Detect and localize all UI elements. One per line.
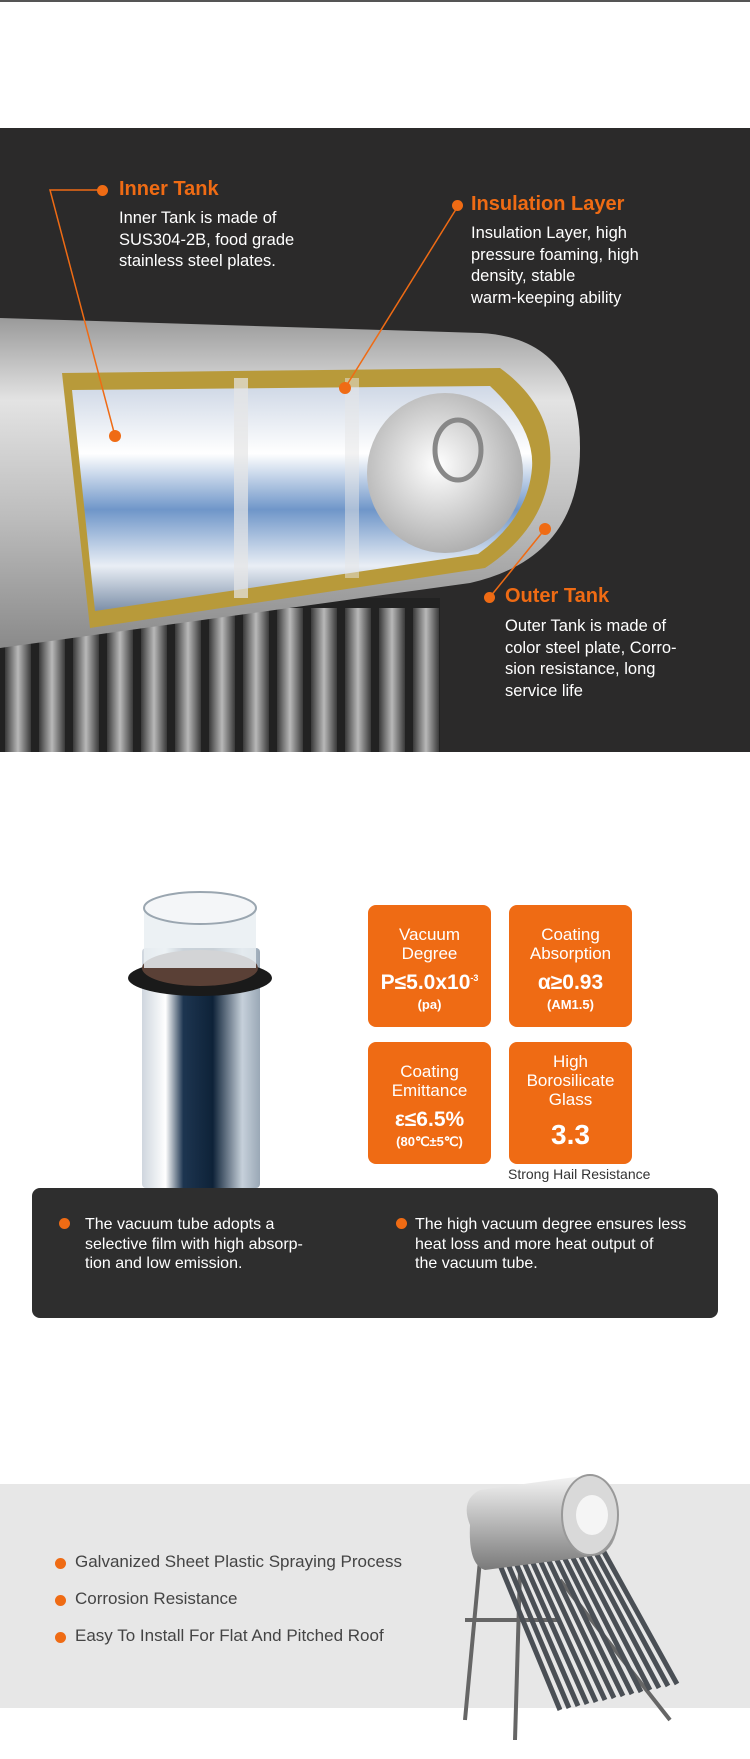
text-line: color steel plate, Corro-: [505, 638, 677, 657]
spec-card-borosilicate-glass: [509, 1042, 632, 1164]
outer-tank-bullet: [484, 592, 495, 603]
tube-notes-box: [32, 1188, 718, 1318]
vacuum-tube-illustration: [120, 888, 290, 1188]
note-right: [415, 1215, 686, 1274]
tank-band: [234, 378, 248, 598]
spec-card-coating-absorption: [509, 905, 632, 1027]
vacuum-tube: [379, 608, 405, 752]
spec-exponent: -3: [470, 973, 479, 983]
spec-unit: (80℃±5℃): [396, 1134, 463, 1149]
outer-tank-marker: [539, 523, 551, 535]
insulation-title: Insulation Layer: [471, 193, 625, 215]
insulation-bullet: [452, 200, 463, 211]
text-line: warm-keeping ability: [471, 288, 622, 307]
feature-item: Easy To Install For Flat And Pitched Roof: [75, 1626, 384, 1645]
vacuum-tube: [345, 608, 371, 752]
spec-value: α≥0.93: [537, 971, 604, 994]
top-rule: [0, 0, 750, 2]
spec-label: High: [553, 1052, 588, 1071]
vacuum-tube: [311, 608, 337, 752]
feature-item: Galvanized Sheet Plastic Spraying Process: [75, 1552, 402, 1571]
text-line: selective film with high absorp-: [85, 1235, 303, 1253]
spec-value: P≤5.0x10: [380, 971, 471, 994]
spec-label: Glass: [548, 1090, 593, 1109]
note-left: [85, 1215, 303, 1274]
note-bullet: [396, 1218, 407, 1229]
text-line: Insulation Layer, high: [471, 224, 627, 242]
text-line: Inner Tank is made of: [119, 209, 277, 227]
text-line: stainless steel plates.: [119, 252, 276, 270]
note-bullet: [59, 1218, 70, 1229]
spec-card-coating-emittance: [368, 1042, 491, 1164]
text-line: service life: [505, 681, 583, 700]
text-line: sion resistance, long: [505, 660, 656, 678]
insulation-marker: [339, 382, 351, 394]
outer-tank-title: Outer Tank: [505, 585, 610, 607]
text-line: Outer Tank is made of: [505, 617, 667, 635]
text-line: tion and low emission.: [85, 1255, 243, 1272]
inner-tank-bullet: [97, 185, 108, 196]
text-line: SUS304-2B, food grade: [119, 230, 295, 249]
inner-tank-marker: [109, 430, 121, 442]
outer-tank-description: [505, 616, 677, 702]
vacuum-tube: [243, 608, 269, 752]
text-line: density, stable: [471, 267, 576, 285]
inner-tank-title: Inner Tank: [119, 178, 219, 200]
spec-label: Borosilicate: [526, 1071, 615, 1090]
vacuum-tube: [209, 608, 235, 752]
feature-bullet: [55, 1558, 66, 1569]
vacuum-tube: [277, 608, 303, 752]
spec-unit: (AM1.5): [547, 997, 594, 1012]
text-line: pressure foaming, high: [471, 245, 639, 264]
text-line: The vacuum tube adopts a: [85, 1216, 275, 1233]
tank-cutaway-section: [0, 128, 750, 752]
text-line: The high vacuum degree ensures less: [415, 1216, 687, 1233]
spec-label: Vacuum: [398, 925, 461, 944]
feature-item: Corrosion Resistance: [75, 1589, 238, 1608]
vacuum-tube: [141, 608, 167, 752]
insulation-description: [471, 223, 639, 309]
solar-water-heater-illustration: [440, 1470, 720, 1745]
text-line: heat loss and more heat output of: [415, 1235, 654, 1253]
tank-band: [345, 378, 359, 578]
spec-label: Absorption: [529, 944, 612, 963]
vacuum-tube: [175, 608, 201, 752]
spec-value: ε≤6.5%: [394, 1108, 465, 1131]
spec-unit: (pa): [417, 997, 442, 1012]
spec-value: 3.3: [551, 1119, 590, 1150]
feature-bullet: [55, 1632, 66, 1643]
spec-label: Degree: [401, 944, 458, 963]
hail-caption: Strong Hail Resistance: [508, 1166, 651, 1182]
text-line: the vacuum tube.: [415, 1255, 538, 1272]
vacuum-tube: [413, 608, 439, 752]
spec-label: Coating: [541, 925, 600, 944]
spec-card-vacuum-degree: [368, 905, 491, 1027]
spec-label: Coating: [400, 1062, 459, 1081]
spec-label: Emittance: [391, 1081, 468, 1100]
feature-bullet: [55, 1595, 66, 1606]
inner-tank-description: [119, 208, 294, 273]
